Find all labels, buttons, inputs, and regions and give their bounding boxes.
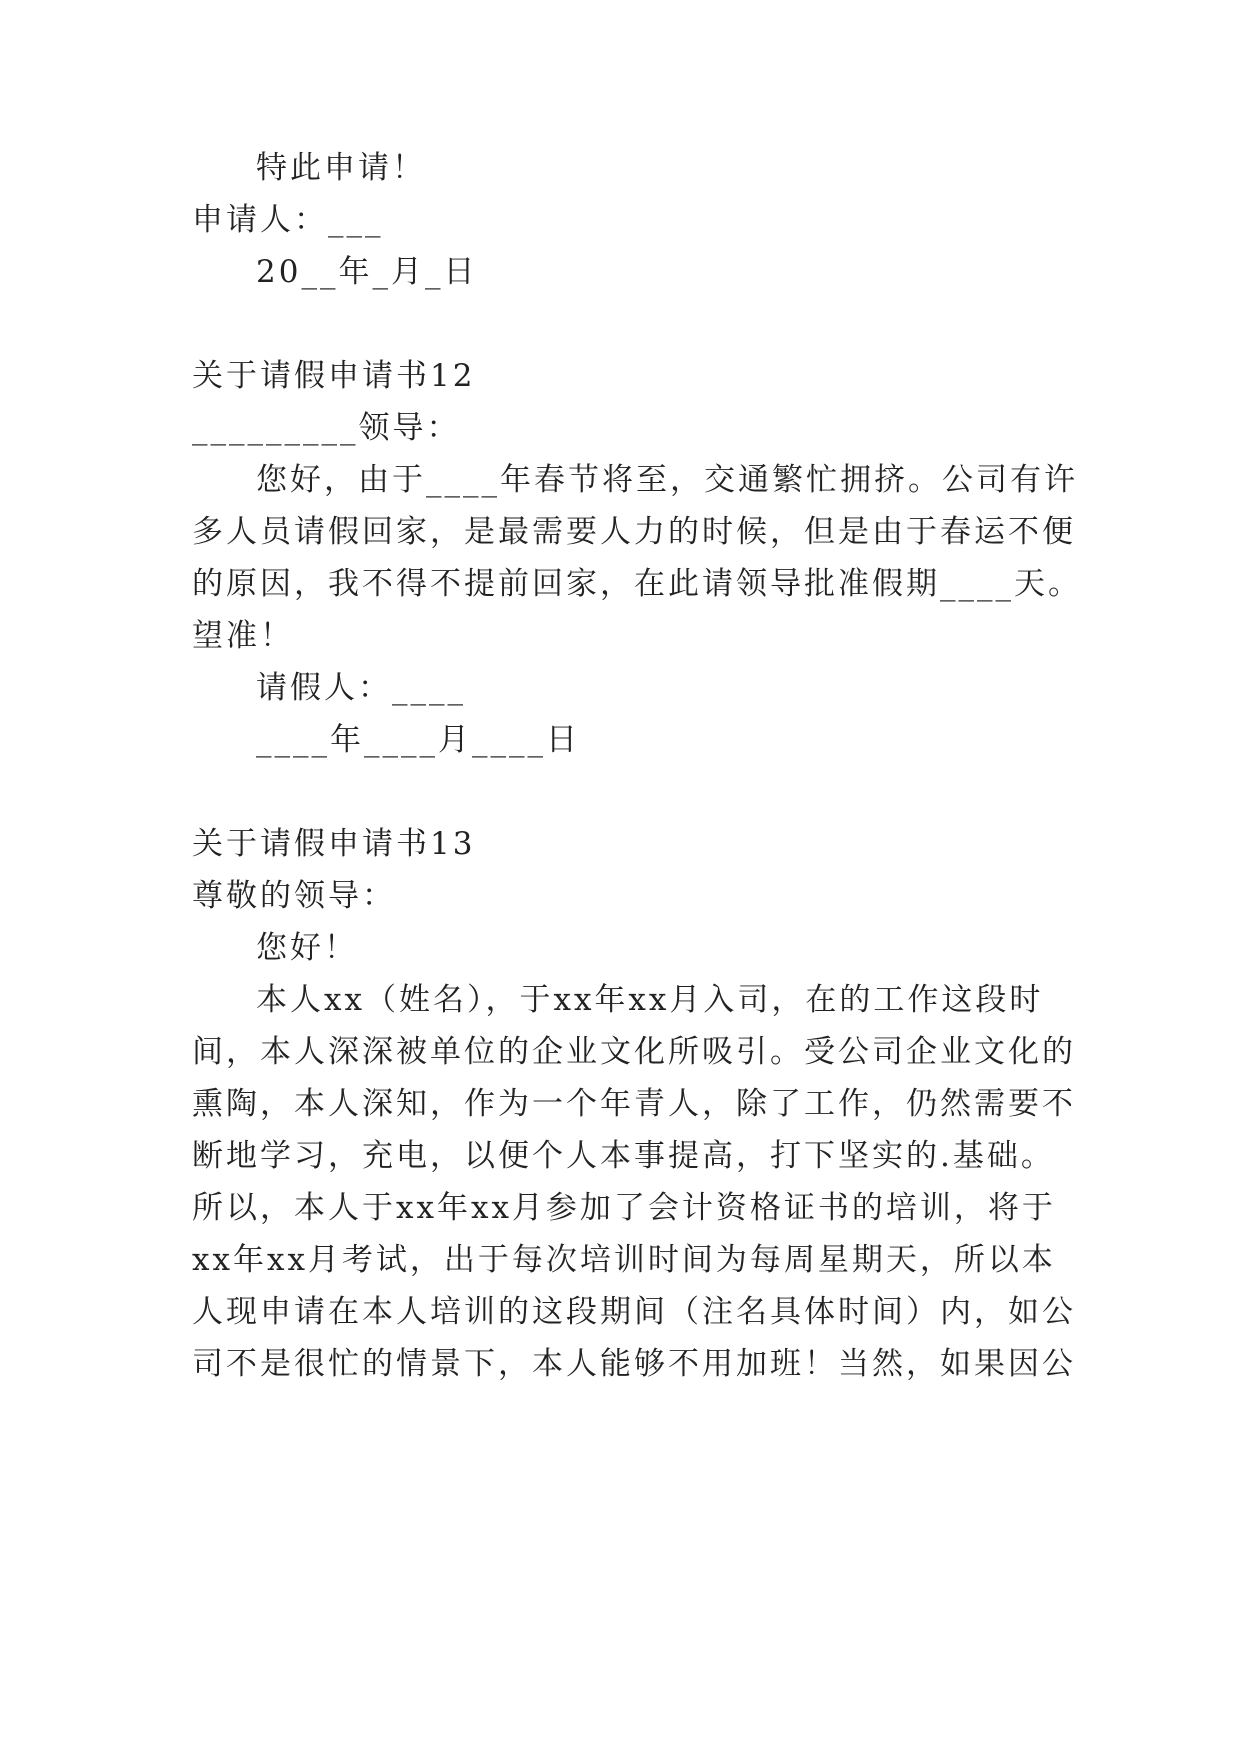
letter-12-salutation: _________领导： [192,410,461,446]
applicant-line: 申请人：___ [192,202,384,238]
date-line: 20__年_月_日 [256,254,478,290]
letter-13-body-line: 所以，本人于xx年xx月参加了会计资格证书的培训，将于 [192,1190,1056,1226]
letter-12-title: 关于请假申请书12 [192,358,476,394]
letter-12-date: ____年____月____日 [256,722,580,758]
letter-13-body-line: 熏陶，本人深知，作为一个年青人，除了工作，仍然需要不 [192,1086,1076,1122]
letter-13-body-line: xx年xx月考试，出于每次培训时间为每周星期天，所以本 [192,1242,1056,1278]
letter-13-title: 关于请假申请书13 [192,826,476,862]
letter-13-body-line: 断地学习，充电，以便个人本事提高，打下坚实的.基础。 [192,1138,1055,1174]
letter-12-body-line: 的原因，我不得不提前回家，在此请领导批准假期____天。 [192,566,1082,602]
letter-13-body-line: 间，本人深深被单位的企业文化所吸引。受公司企业文化的 [192,1034,1076,1070]
letter-12-body-line: 您好，由于____年春节将至，交通繁忙拥挤。公司有许 [256,462,1078,498]
letter-12-body-line: 望准！ [192,618,294,654]
letter-13-greeting: 您好！ [256,930,358,966]
letter-13-salutation: 尊敬的领导： [192,878,396,914]
letter-12-body-line: 多人员请假回家，是最需要人力的时候，但是由于春运不便 [192,514,1076,550]
letter-13-body-line: 司不是很忙的情景下，本人能够不用加班！当然，如果因公 [192,1346,1076,1382]
letter-12-signature: 请假人：____ [256,670,466,706]
letter-13-body-line: 人现申请在本人培训的这段期间（注名具体时间）内，如公 [192,1294,1076,1330]
letter-13-body-line: 本人xx（姓名），于xx年xx月入司，在的工作这段时 [256,982,1044,1018]
closing-text: 特此申请！ [256,150,426,186]
